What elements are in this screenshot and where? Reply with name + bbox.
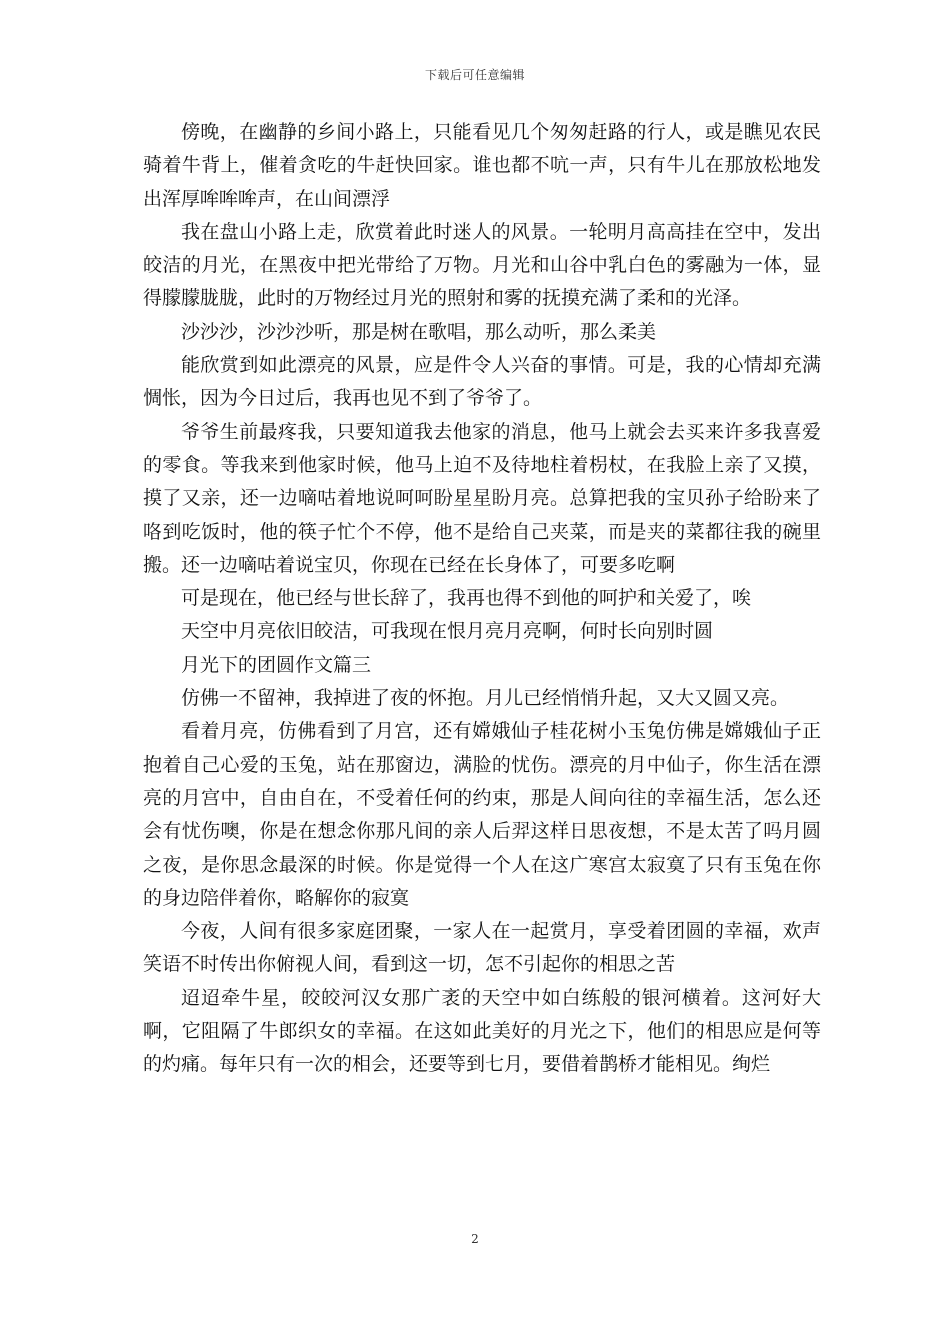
document-body <box>143 116 821 1082</box>
paragraph: 沙沙沙，沙沙沙听，那是树在歌唱，那么动听，那么柔美 <box>181 320 657 343</box>
paragraph: 迢迢牵牛星，皎皎河汉女那广袤的天空中如白练般的银河横着。这河好大啊，它阻隔了牛郎织女的幸福。在这如此美好的月光之下，他们的相思应是何等的灼痛。每年只有一次的相会，还要等到七月，要借着鹊桥才能相见。绚烂 <box>143 986 821 1076</box>
paragraph: 傍晚，在幽静的乡间小路上，只能看见几个匆匆赶路的行人，或是瞧见农民骑着牛背上，催着贪吃的牛赶快回家。谁也都不吭一声，只有牛儿在那放松地发出浑厚哞哞哞声，在山间漂浮 <box>143 121 821 210</box>
page-header: 下载后可任意编辑 <box>424 68 525 82</box>
paragraph: 看着月亮，仿佛看到了月宫，还有嫦娥仙子桂花树小玉兔仿佛是嫦娥仙子正抱着自己心爱的玉兔，站在那窗边，满脸的忧伤。漂亮的月中仙子，你生活在漂亮的月宫中，自由自在，不受着任何的约束，那是人间向往的幸福生活，怎么还会有忧伤噢，你是在想念你那凡间的亲人后羿这样日思夜想，不是太苦了吗月圆之夜，是你思念最深的时候。你是觉得一个人在这广寒宫太寂寞了只有玉兔在你的身边陪伴着你，略解你的寂寞 <box>143 720 821 909</box>
section-title: 月光下的团圆作文篇三 <box>181 653 372 676</box>
paragraph: 能欣赏到如此漂亮的风景，应是件令人兴奋的事情。可是，我的心情却充满惆怅，因为今日过后，我再也见不到了爷爷了。 <box>143 354 821 410</box>
page-number: 2 <box>471 1232 479 1246</box>
paragraph: 仿佛一不留神，我掉进了夜的怀抱。月儿已经悄悄升起，又大又圆又亮。 <box>181 687 790 710</box>
paragraph: 天空中月亮依旧皎洁，可我现在恨月亮月亮啊，何时长向别时圆 <box>181 620 714 643</box>
paragraph: 爷爷生前最疼我，只要知道我去他家的消息，他马上就会去买来许多我喜爱的零食。等我来到他家时候，他马上迫不及待地柱着枴杖，在我脸上亲了又摸，摸了又亲，还一边嘀咕着地说呵呵盼星星盼月亮。总算把我的宝贝孙子给盼来了咯到吃饭时，他的筷子忙个不停，他不是给自己夹菜，而是夹的菜都往我的碗里搬。还一边嘀咕着说宝贝，你现在已经在长身体了，可要多吃啊 <box>143 420 821 576</box>
paragraph: 可是现在，他已经与世长辞了，我再也得不到他的呵护和关爱了，唉 <box>181 587 752 610</box>
paragraph: 今夜，人间有很多家庭团聚，一家人在一起赏月，享受着团圆的幸福，欢声笑语不时传出你俯视人间，看到这一切，怎不引起你的相思之苦 <box>143 920 821 976</box>
paragraph: 我在盘山小路上走，欣赏着此时迷人的风景。一轮明月高高挂在空中，发出皎洁的月光，在黑夜中把光带给了万物。月光和山谷中乳白色的雾融为一体，显得朦朦胧胧，此时的万物经过月光的照射和雾的抚摸充满了柔和的光泽。 <box>143 220 821 310</box>
